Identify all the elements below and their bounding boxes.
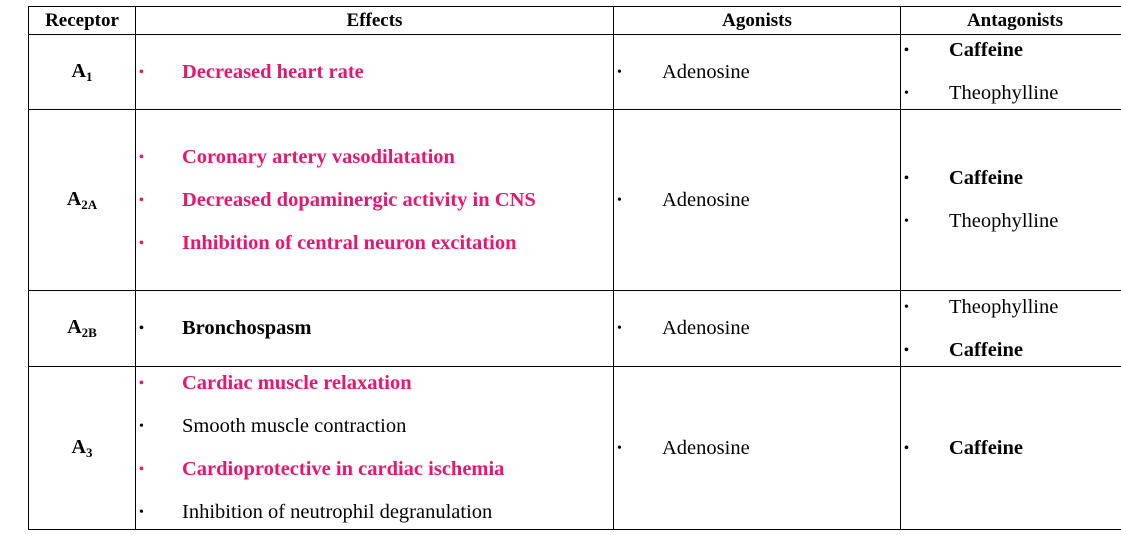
bullet-icon: • <box>139 149 144 165</box>
effects-cell <box>136 291 614 367</box>
effect-item <box>136 454 613 485</box>
bullet-icon: • <box>617 192 622 208</box>
agonist-item <box>614 185 900 216</box>
bullet-icon: • <box>904 440 909 456</box>
antagonist-text: Caffeine <box>949 338 1024 361</box>
receptor-subscript: 2A <box>81 196 98 212</box>
agonist-text: Adenosine <box>662 436 750 459</box>
table-row-a2a <box>29 110 1121 291</box>
agonist-text: Adenosine <box>662 317 750 339</box>
bullet-icon: • <box>139 192 144 208</box>
antagonists-cell <box>901 110 1121 291</box>
effect-item <box>136 185 613 216</box>
effects-cell <box>136 35 614 110</box>
antagonist-text: Caffeine <box>949 436 1024 459</box>
bullet-icon: • <box>617 321 622 336</box>
antagonist-item <box>901 433 1121 464</box>
agonist-text: Adenosine <box>662 188 750 211</box>
antagonists-cell <box>901 291 1121 367</box>
antagonist-item <box>901 78 1121 109</box>
effect-item <box>136 313 613 344</box>
bullet-icon: • <box>139 462 144 477</box>
bullet-icon: • <box>904 43 909 58</box>
effects-cell <box>136 367 614 530</box>
antagonists-cell <box>901 35 1121 110</box>
receptor-name: A <box>67 316 82 338</box>
antagonist-text: Caffeine <box>949 39 1024 61</box>
antagonist-text: Caffeine <box>949 167 1024 189</box>
antagonist-text: Theophylline <box>949 295 1059 318</box>
receptor-name: A <box>66 187 82 210</box>
bullet-icon: • <box>904 171 909 186</box>
effect-item <box>136 228 613 259</box>
effect-item <box>136 497 613 528</box>
bullet-icon: • <box>617 64 622 80</box>
effect-text: Cardioprotective in cardiac ischemia <box>182 458 505 480</box>
bullet-icon: • <box>139 376 144 391</box>
effect-item <box>136 142 613 173</box>
effect-item <box>136 411 613 442</box>
antagonist-item <box>901 292 1121 323</box>
receptor-cell <box>29 35 136 110</box>
effect-text: Bronchospasm <box>182 317 312 339</box>
header-agonists: Agonists <box>614 7 901 35</box>
antagonist-item <box>901 335 1121 366</box>
bullet-icon: • <box>617 440 622 456</box>
bullet-icon: • <box>904 342 909 358</box>
effects-cell <box>136 110 614 291</box>
agonist-text: Adenosine <box>662 60 750 83</box>
bullet-icon: • <box>139 64 144 80</box>
effect-text: Decreased heart rate <box>182 60 364 83</box>
effect-text: Inhibition of neutrophil degranulation <box>182 501 493 523</box>
bullet-icon: • <box>139 419 144 434</box>
table-row-a3 <box>29 367 1121 530</box>
effect-text: Coronary artery vasodilatation <box>182 145 455 168</box>
bullet-icon: • <box>139 235 144 251</box>
effect-item <box>136 57 613 88</box>
agonists-cell <box>614 35 901 110</box>
receptor-subscript: 1 <box>85 68 93 84</box>
table-row-a1 <box>29 35 1121 110</box>
bullet-icon: • <box>139 321 144 336</box>
receptor-subscript: 3 <box>85 444 93 460</box>
effect-text: Cardiac muscle relaxation <box>182 372 412 394</box>
antagonist-item <box>901 163 1121 194</box>
agonists-cell <box>614 291 901 367</box>
antagonist-text: Theophylline <box>949 82 1059 104</box>
header-row <box>29 7 1121 35</box>
agonists-cell <box>614 367 901 530</box>
agonists-cell <box>614 110 901 291</box>
adenosine-receptor-table <box>28 6 1121 530</box>
receptor-cell <box>29 110 136 291</box>
effect-text: Decreased dopaminergic activity in CNS <box>182 188 536 211</box>
antagonist-item <box>901 35 1121 66</box>
header-antagonists: Antagonists <box>901 7 1121 35</box>
bullet-icon: • <box>904 299 909 315</box>
effect-text: Smooth muscle contraction <box>182 415 407 437</box>
header-receptor: Receptor <box>29 7 136 35</box>
effect-text: Inhibition of central neuron excitation <box>182 231 517 254</box>
receptor-name: A <box>71 59 86 82</box>
antagonists-cell <box>901 367 1121 530</box>
bullet-icon: • <box>904 86 909 101</box>
agonist-item <box>614 433 900 464</box>
receptor-subscript: 2B <box>81 325 97 340</box>
effect-item <box>136 368 613 399</box>
table-row-a2b <box>29 291 1121 367</box>
antagonist-text: Theophylline <box>949 210 1059 232</box>
receptor-cell <box>29 291 136 367</box>
header-effects: Effects <box>136 7 614 35</box>
antagonist-item <box>901 206 1121 237</box>
agonist-item <box>614 57 900 88</box>
agonist-item <box>614 313 900 344</box>
bullet-icon: • <box>139 505 144 520</box>
bullet-icon: • <box>904 214 909 229</box>
receptor-cell <box>29 367 136 530</box>
receptor-name: A <box>71 435 86 458</box>
